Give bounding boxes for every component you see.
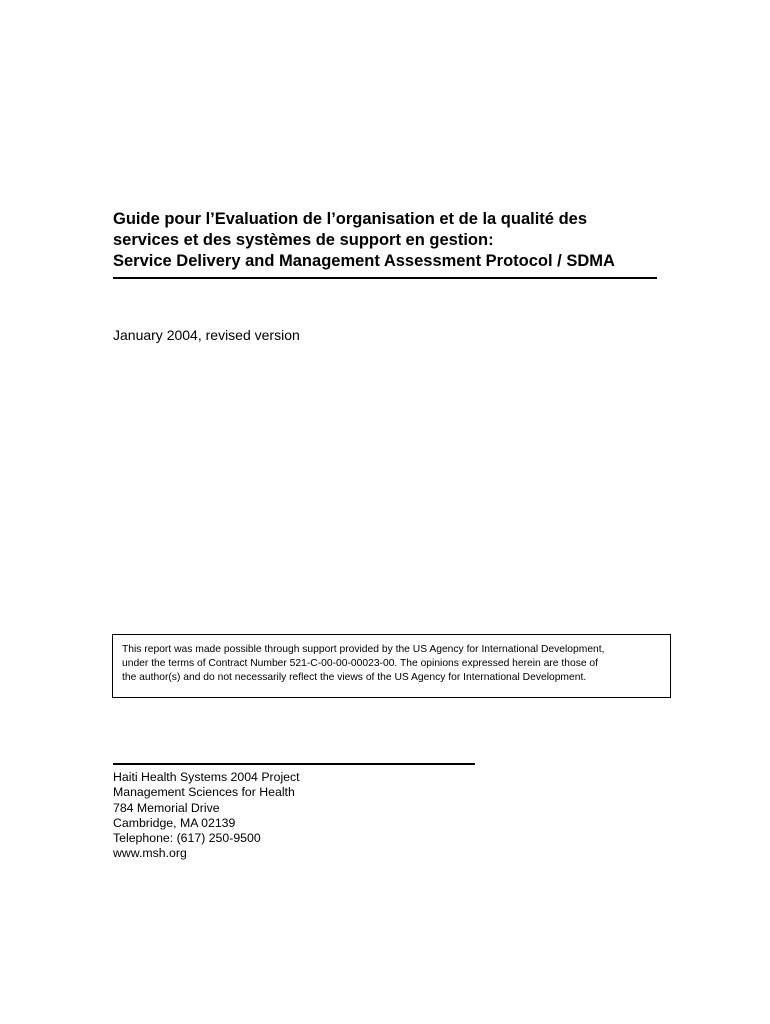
disclaimer-line-1: This report was made possible through support provided by the US Agency for International Development, [122,644,605,655]
telephone: Telephone: (617) 250-9500 [113,831,261,846]
publication-date: January 2004, revised version [113,327,300,343]
street-address: 784 Memorial Drive [113,800,220,815]
website: www.msh.org [113,846,187,861]
document-title [113,209,658,272]
city-address: Cambridge, MA 02139 [113,815,236,830]
disclaimer-line-3: the author(s) and do not necessarily reflect the views of the US Agency for International Development. [122,672,587,683]
disclaimer-box [112,634,671,698]
address-divider [113,763,475,765]
title-line-1: Guide pour l’Evaluation de l’organisation et de la qualité des [113,210,587,228]
title-divider [113,277,657,279]
title-line-3: Service Delivery and Management Assessment Protocol / SDMA [113,252,615,270]
title-line-2: services et des systèmes de support en gestion: [113,231,494,249]
project-name: Haiti Health Systems 2004 Project [113,770,300,784]
organization-name: Management Sciences for Health [113,785,295,800]
disclaimer-line-2: under the terms of Contract Number 521-C-00-00-00023-00. The opinions expressed herein are those of [122,658,599,669]
address-block [113,770,300,862]
